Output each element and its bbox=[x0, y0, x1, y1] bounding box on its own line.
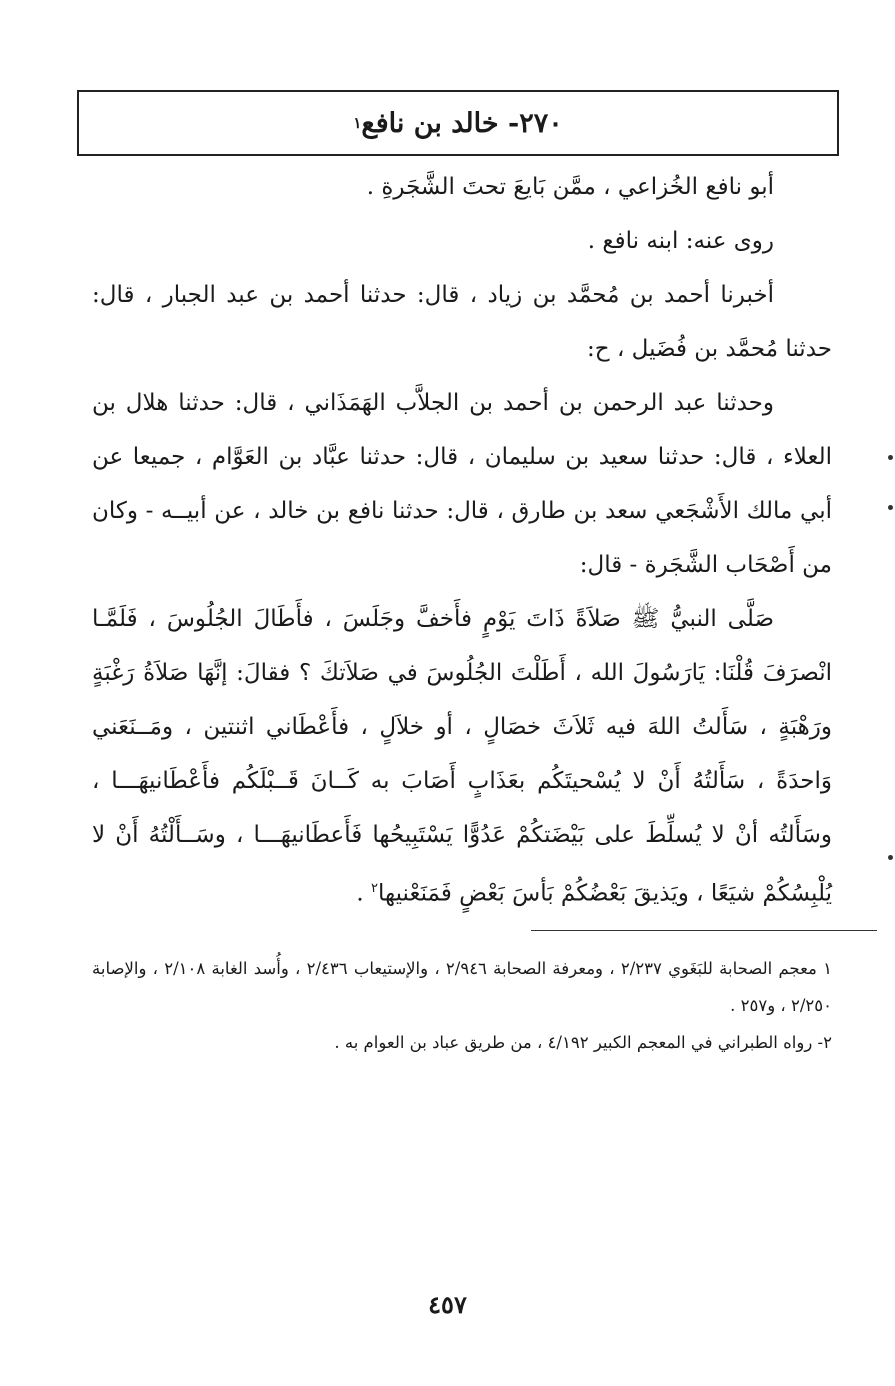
paragraph-isnad-1: أخبرنا أحمد بن مُحمَّد بن زياد ، قال: حدثنا أحمد بن عبد الجبار ، قال: حدثنا مُحمَّد بن فُضَيل ، ح: bbox=[92, 282, 832, 362]
footnote-1: ١ معجم الصحابة للبَغَوي ٢/٢٣٧ ، ومعرفة الصحابة ٢/٩٤٦ ، والإستيعاب ٢/٤٣٦ ، وأُسد الغابة ٢/١٠٨ ، والإصابة ٢/٢٥٠ ، و٢٥٧ . bbox=[92, 959, 832, 1015]
footnote-2: ٢- رواه الطبراني في المعجم الكبير ٤/١٩٢ ، من طريق عباد بن العوام به . bbox=[334, 1033, 832, 1052]
margin-dot bbox=[888, 855, 893, 860]
title-footnote-marker: ١ bbox=[353, 114, 362, 132]
hadith-text: صَلَّى النبيُّ ﷺ صَلاَةً ذَاتَ يَوْمٍ فأَخفَّ وجَلَسَ ، فأَطَالَ الجُلُوسَ ، فَلَمَّـا انْصرَفَ قُلْنَا: يَارَسُولَ الله ، أَطَلْتَ الجُلُوسَ في صَلاَتكَ ؟ فقالَ: إنَّهَا صَلاَةُ رَغْبَةٍ ورَهْبَةٍ ، سَأَلتُ اللهَ فيه ثَلاَثَ خصَالٍ ، أو خلاَلٍ ، فأَعْطَاني اثنتين ، ومَــنَعَني وَاحدَةً ، سَأَلتُهُ أَنْ لا يُسْحيتَكُم بعَذَابٍ أَصَابَ به كَــانَ قَــبْلَكُم فأَعْطَانيهَـــا ، وسَأَلتُه أنْ لا يُسلِّطَ على بَيْضَتكُمْ عَدُوًّا يَسْتَبِيحُها فَأَعطَانيهَـــا ، وسَــأَلْتُهُ أَنْ لا يُلْبِسُكُمْ شيَعًا ، ويَذيقَ بَعْضُكُمْ بَأسَ بَعْضٍ فَمَنَعْنيها bbox=[92, 606, 832, 907]
paragraph-identity: أبو نافع الخُزاعي ، ممَّن بَايعَ تحتَ الشَّجَرةِ . bbox=[366, 174, 774, 200]
footnotes bbox=[92, 950, 832, 1061]
page-number: ٤٥٧ bbox=[428, 1290, 467, 1319]
margin-dot bbox=[888, 505, 893, 510]
entry-body bbox=[92, 160, 832, 921]
entry-title-box bbox=[77, 90, 839, 156]
footnote-separator bbox=[531, 930, 877, 931]
margin-dot bbox=[888, 455, 893, 460]
hadith-footnote-marker: ٢ bbox=[371, 881, 378, 896]
entry-title: ٢٧٠- خالد بن نافع bbox=[361, 107, 563, 139]
paragraph-isnad-2: وحدثنا عبد الرحمن بن أحمد بن الجلاَّب الهَمَذَاني ، قال: حدثنا هلال بن العلاء ، قال: حدثنا سعيد بن سليمان ، قال: حدثنا عبَّاد بن العَوَّام ، جميعا عن أبي مالك الأَشْجَعي سعد بن طارق ، قال: حدثنا نافع بن خالد ، عن أبيــه - وكان من أَصْحَاب الشَّجَرة - قال: bbox=[92, 390, 832, 578]
paragraph-hadith bbox=[92, 592, 832, 921]
hadith-end: . bbox=[356, 880, 372, 907]
paragraph-narrators: روى عنه: ابنه نافع . bbox=[587, 228, 774, 254]
